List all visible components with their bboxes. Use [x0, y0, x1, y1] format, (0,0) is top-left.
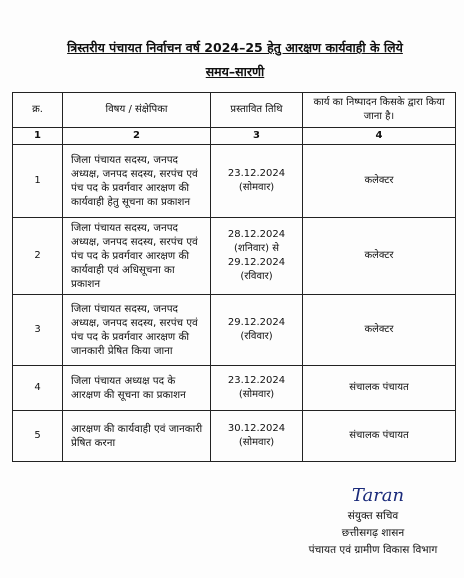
row-subject: आरक्षण की कार्यवाही एवं जानकारी प्रेषित करना [63, 411, 211, 462]
row-date [211, 145, 303, 218]
row-subject: जिला पंचायत सदस्य, जनपद अध्यक्ष, जनपद सदस्य, सरपंच एवं पंच पद के प्रवर्गवार आरक्षण की जानकारी प्रेषित किया जाना [63, 295, 211, 366]
row-serial: 1 [13, 145, 63, 218]
table-header-row [13, 93, 456, 128]
document-title [30, 36, 440, 84]
row-serial: 5 [13, 411, 63, 462]
date-day: (रविवार) [240, 271, 273, 282]
column-number-row [13, 128, 456, 145]
date-day: (शनिवार) से [234, 243, 279, 254]
table-row [13, 218, 456, 295]
header-serial: क्र. [13, 93, 63, 128]
header-executed-by: कार्य का निष्पादन किसके द्वारा किया जाना है। [303, 93, 456, 128]
row-subject: जिला पंचायत अध्यक्ष पद के आरक्षण की सूचना का प्रकाशन [63, 366, 211, 411]
date-text: 30.12.2024 [227, 423, 286, 434]
title-line-1: त्रिस्तरीय पंचायत निर्वाचन वर्ष 2024–25 हेतु आरक्षण कार्यवाही के लिये [67, 40, 403, 55]
date-day: (सोमवार) [238, 437, 275, 448]
table-row [13, 366, 456, 411]
row-executed-by: कलेक्टर [303, 145, 456, 218]
date-day: (रविवार) [240, 331, 273, 342]
signatory-department: पंचायत एवं ग्रामीण विकास विभाग [308, 544, 438, 556]
header-proposed-date: प्रस्तावित तिथि [211, 93, 303, 128]
row-subject: जिला पंचायत सदस्य, जनपद अध्यक्ष, जनपद सदस्य, सरपंच एवं पंच पद के प्रवर्गवार आरक्षण की कार्यवाही एवं अधिसूचना का प्रकाशन [63, 218, 211, 295]
signatory-designation: संयुक्त सचिव [347, 510, 399, 522]
row-date [211, 411, 303, 462]
date-text: 29.12.2024 [227, 317, 286, 328]
signatory-government: छत्तीसगढ़ शासन [341, 527, 405, 539]
row-executed-by: संचालक पंचायत [303, 366, 456, 411]
row-executed-by: संचालक पंचायत [303, 411, 456, 462]
column-number: 3 [211, 128, 303, 145]
date-day: (सोमवार) [238, 182, 275, 193]
handwritten-signature: Taran [351, 485, 405, 506]
row-serial: 3 [13, 295, 63, 366]
row-subject: जिला पंचायत सदस्य, जनपद अध्यक्ष, जनपद सदस्य, सरपंच एवं पंच पद के प्रवर्गवार आरक्षण की कार्यवाही हेतु सूचना का प्रकाशन [63, 145, 211, 218]
column-number: 1 [13, 128, 63, 145]
signature-block [298, 484, 448, 559]
date-day: (सोमवार) [238, 389, 275, 400]
row-date [211, 218, 303, 295]
table-row [13, 295, 456, 366]
date-text: 23.12.2024 [227, 375, 286, 386]
row-serial: 4 [13, 366, 63, 411]
date-text: 29.12.2024 [227, 257, 286, 268]
date-text: 28.12.2024 [227, 229, 286, 240]
row-executed-by: कलेक्टर [303, 218, 456, 295]
header-subject: विषय / संक्षेपिका [63, 93, 211, 128]
row-date [211, 295, 303, 366]
row-date [211, 366, 303, 411]
title-line-2: समय–सारणी [205, 64, 265, 79]
row-executed-by: कलेक्टर [303, 295, 456, 366]
column-number: 4 [303, 128, 456, 145]
date-text: 23.12.2024 [227, 168, 286, 179]
table-row [13, 145, 456, 218]
row-serial: 2 [13, 218, 63, 295]
table-row [13, 411, 456, 462]
column-number: 2 [63, 128, 211, 145]
schedule-table [12, 92, 456, 462]
